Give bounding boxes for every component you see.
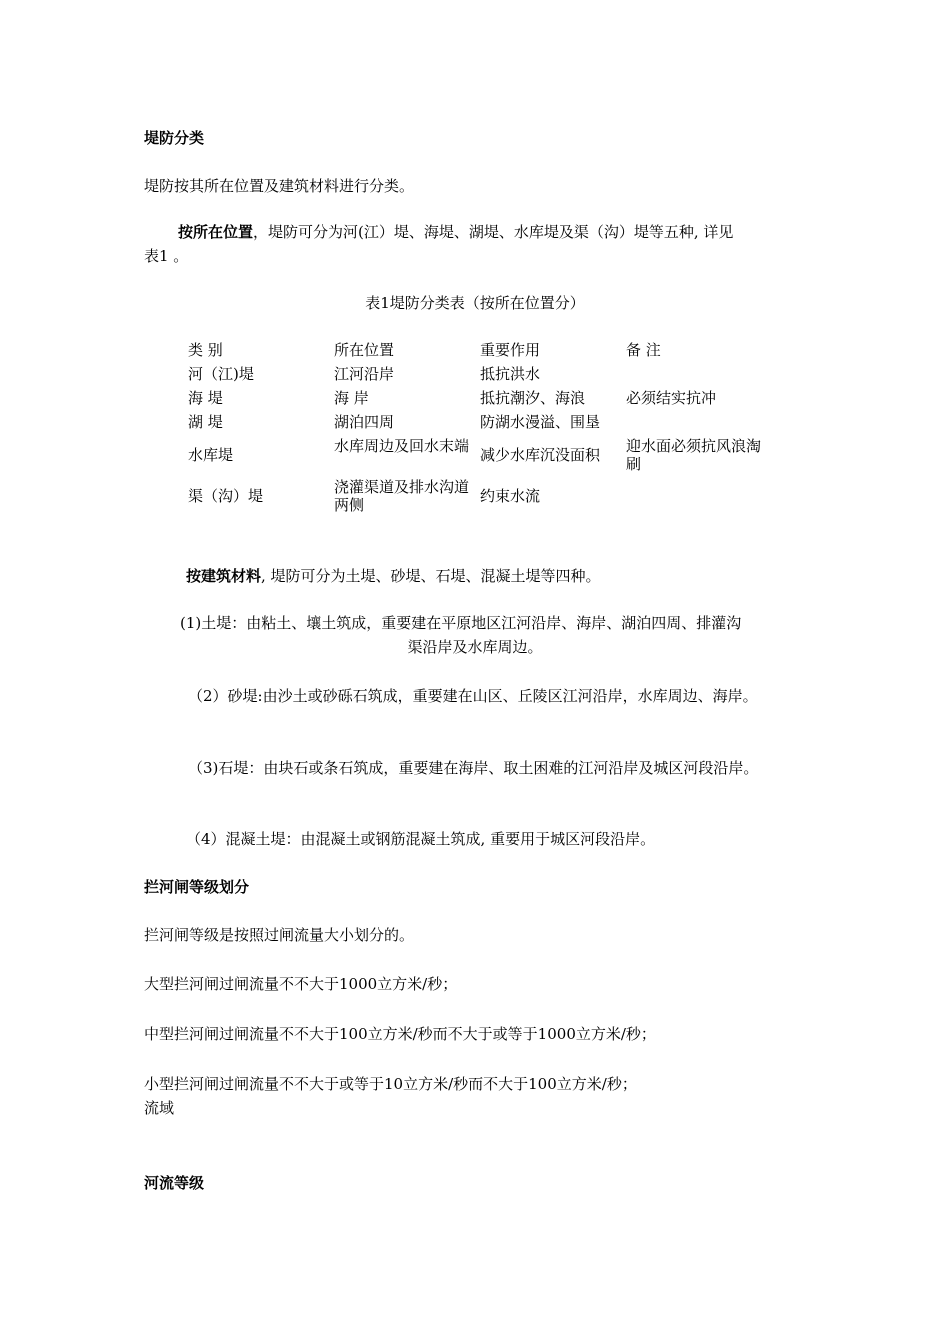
- position-lead: 按所在位置: [178, 223, 254, 241]
- table-header-category: 类 别: [188, 341, 223, 359]
- table-cell: 必须结实抗冲: [626, 389, 717, 407]
- paragraph-dike-intro: 堤防按其所在位置及建筑材料进行分类。: [144, 177, 415, 195]
- paragraph-sluice-large: 大型拦河闸过闸流量不不大于1000立方米/秒；: [144, 975, 458, 993]
- table-cell: 迎水面必须抗风浪淘刷: [626, 437, 762, 473]
- table-cell: 防湖水漫溢、围垦: [480, 413, 601, 431]
- table-cell: 海 堤: [188, 389, 223, 407]
- paragraph-concrete: （4）混凝土堤：由混凝土或钢筋混凝土筑成, 重要用于城区河段沿岸。: [186, 830, 656, 848]
- paragraph-sand: （2）砂堤:由沙土或砂砾石筑成，重要建在山区、丘陵区江河沿岸，水库周边、海岸。: [188, 687, 758, 705]
- table-cell: 水库堤: [188, 446, 234, 464]
- paragraph-stone: （3)石堤：由块石或条石筑成，重要建在海岸、取土困难的江河沿岸及城区河段沿岸。: [188, 759, 759, 777]
- paragraph-position-line2: 表1 。: [144, 247, 189, 265]
- table-header-location: 所在位置: [334, 341, 395, 359]
- table-cell: 江河沿岸: [334, 365, 395, 383]
- paragraph-sluice-intro: 拦河闸等级是按照过闸流量大小划分的。: [144, 926, 415, 944]
- table-cell: 渠（沟）堤: [188, 487, 264, 505]
- heading-dike-classification: 堤防分类: [144, 129, 205, 147]
- paragraph-sluice-small: 小型拦河闸过闸流量不不大于或等于10立方米/秒而不大于100立方米/秒；: [144, 1075, 637, 1093]
- paragraph-material: [186, 566, 601, 586]
- paragraph-position-line1: [178, 222, 733, 242]
- table-cell: 抵抗洪水: [480, 365, 541, 383]
- paragraph-sluice-medium: 中型拦河闸过闸流量不不大于100立方米/秒而不大于或等于1000立方米/秒；: [144, 1025, 656, 1043]
- table-cell: 湖 堤: [188, 413, 223, 431]
- table-cell: 海 岸: [334, 389, 369, 407]
- table-cell: 湖泊四周: [334, 413, 395, 431]
- table-cell: 水库周边及回水末端: [334, 437, 470, 455]
- paragraph-soil-line2: 渠沿岸及水库周边。: [407, 638, 543, 656]
- table-cell: 抵抗潮汐、海浪: [480, 389, 586, 407]
- material-rest: , 堤防可分为土堤、砂堤、石堤、混凝土堤等四种。: [261, 567, 601, 585]
- table-header-remarks: 备 注: [626, 341, 661, 359]
- material-lead: 按建筑材料: [186, 567, 262, 585]
- paragraph-soil-line1: (1)土堤：由粘土、壤土筑成，重要建在平原地区江河沿岸、海岸、湖泊四周、排灌沟: [180, 614, 742, 632]
- table-cell: 减少水库沉没面积: [480, 446, 601, 464]
- position-rest: ，堤防可分为河(江）堤、海堤、湖堤、水库堤及渠（沟）堤等五种, 详见: [253, 223, 734, 241]
- table-cell: 约束水流: [480, 487, 541, 505]
- paragraph-basin: 流域: [144, 1099, 175, 1117]
- table-header-function: 重要作用: [480, 341, 541, 359]
- table-cell: 浇灌渠道及排水沟道两侧: [334, 478, 470, 514]
- table-caption: 表1堤防分类表（按所在位置分）: [365, 294, 585, 312]
- table-cell: 河（江)堤: [188, 365, 254, 383]
- heading-sluice-grading: 拦河闸等级划分: [144, 878, 250, 896]
- heading-river-grade: 河流等级: [144, 1174, 205, 1192]
